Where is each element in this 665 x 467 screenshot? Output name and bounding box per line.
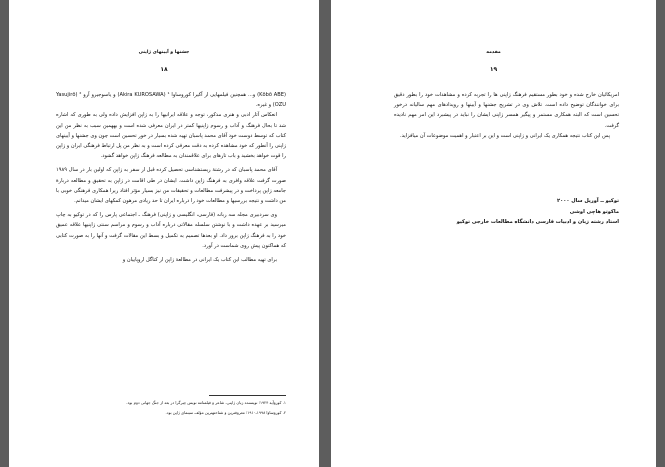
paragraph: پس این کتاب نتیجه همکاری یک ایرانی و ژاپنی است و این بر اعتبار و اهمیت موضوعات آن میافزاید. — [400, 132, 610, 139]
page-body-text — [56, 90, 286, 265]
paragraph: برای تهیه مطالب این کتاب یک ایرانی در مطالعهٔ ژاپن از کتاگل اروپاییان و — [122, 257, 277, 264]
footnote: ۲. کوروساوا ۱۹۹۸ـ۱۹۱۰؛ معروفترین و شناختهترین مؤلف سینمای ژاپن بود. — [165, 409, 286, 415]
signature-title: استاد رشته زبان و ادبیات فارسی دانشگاه مطالعات خارجی توکیو — [456, 219, 619, 225]
right-page — [331, 0, 656, 467]
paragraph: انعکاس آثار ادبی و هنری مذکور، توجه و علاقه ایرانیها را به ژاپن افزایش داده ولی به طوری که اشاره شد تا بحال فرهنگ و آداب و رسوم ژاپنیها کمتر در ایران معرفی شده است و بههمین سبب به نظر من این کتاب که توسط دوست خود آقای محمد پاسبان تهیه شده بسیار در خور تحسین است چون وی جشنها و آیینهای ژاپنی را آنطور که خود مشاهده کرده به دقت معرفی کرده است و به نظر من پل ارتباط فرهنگی ایران و ژاپن را قوت خواهد بخشید و باب تازهای برای علاقمندان به مطالعه فرهنگ ژاپن خواهد گشود. — [56, 112, 286, 160]
footnote-divider — [209, 395, 286, 396]
paragraph: (Kōbō ABE) و... همچنین فیلمهایی از آکیرا کوروساوا ¹ (Akira KUROSAWA) و یاسوجیرو آزو ² (Yasujirō OZU) و غیره. — [56, 92, 286, 109]
footnote: ۱. کوروآیه ۱۹۲۴؛ نویسنده زبان ژاپنی، شاعر و فیلمنامه نویس چیرگرا در بعد از جنگ جهانی دوم بود. — [126, 400, 286, 405]
page-body-text — [394, 90, 619, 141]
signature-block — [394, 196, 619, 228]
footnotes — [56, 398, 286, 417]
signature-author: ماکوتو هاچی اوشی — [569, 208, 619, 215]
page-number: ۱۹ — [489, 66, 498, 73]
page-number: ۱۸ — [160, 66, 168, 73]
signature-place-date: توکیو ــ آوریل سال ۲۰۰۰ — [557, 198, 619, 204]
page-header: جشنها و آیینهای ژاپنی — [138, 50, 190, 55]
page-header: مقدمه — [486, 50, 501, 55]
paragraph: وی سردبیری مجله سه زبانه (فارسی، انگلیسی و ژاپنی) فرهنگ ـ اجتماعی پارس را که در توکیو به چاپ میرسید بر عهده داشت و با نوشتن سلسله مقالاتی درباره آداب و رسوم و مراسم سنتی ژاپنیها علاقه عمیق خود را به فرهنگ ژاپن بروز داد. او بعدها تصمیم به تکمیل و بسط این مقالات گرفت و آنها را به صورت کتابی که هماکنون پیش روی شماست در آورد. — [56, 212, 286, 249]
paragraph: آقای محمد پاسبان که در رشتهٔ زیستشناسی تحصیل کرده قبل از سفر به ژاپن که اولین بار در سال ۱۹۸۹ صورت گرفت علاقه وافری به فرهنگ ژاپن داشت. ایشان در طی اقامت در ژاپن به تحقیق و مطالعه دربارهٔ جامعه ژاپن پرداخت و در پیشرفت مطالعات و تحقیقات من نیز بسیار مؤثر افتاد زیرا همکاری فرهنگی خوبی با من داشت و نتیجه بررسیها و مطالعات خود را درباره ایران تا حد زیادی مرهون کمکهای ایشان میدانم. — [56, 167, 286, 205]
left-page — [9, 0, 319, 467]
paragraph: امریکائیان خارج شده و خود بطور مستقیم فرهنگ ژاپنی ها را تجربه کرده و مشاهدات خود را بطور دقیق برای خوانندگان توضیح داده است. تلاش وی در تشریح جشنها و آیینها و رویدادهای مهم سالیانه درخور تحسین است که البته همکاری مستمر و پیگیر همسر ژاپنی ایشان را نباید در پیشبرد این امر مهم نادیده گرفت. — [394, 92, 619, 129]
